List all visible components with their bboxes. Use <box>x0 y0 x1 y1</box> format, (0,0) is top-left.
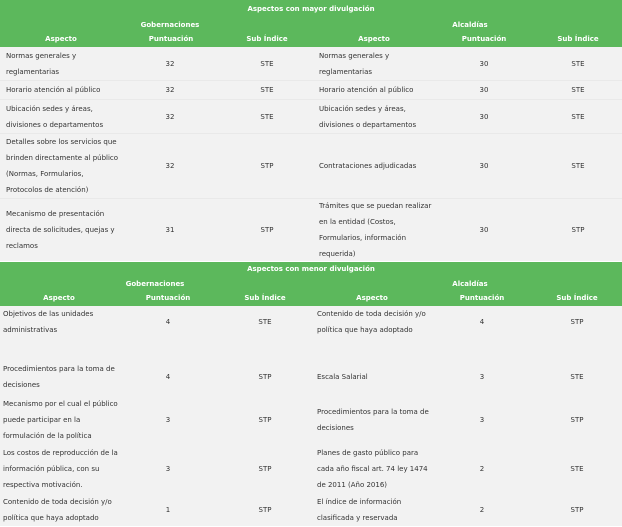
subindice-cell: STP <box>258 415 272 424</box>
puntuacion-cell: 30 <box>479 59 489 68</box>
col-puntuacion: Puntuación <box>459 294 505 302</box>
aspecto-cell: Escala Salarial <box>317 373 368 381</box>
puntuacion-cell: 30 <box>479 226 489 234</box>
puntuacion-cell: 32 <box>165 86 175 94</box>
table-row <box>0 81 622 100</box>
table-row <box>0 306 622 359</box>
puntuacion-cell: 3 <box>479 415 485 424</box>
bottom-group-header <box>0 277 622 291</box>
subindice-cell: STE <box>571 86 585 94</box>
subindice-cell: STP <box>258 373 272 381</box>
col-aspecto: Aspecto <box>358 35 390 43</box>
puntuacion-cell: 4 <box>165 318 171 326</box>
puntuacion-cell: 32 <box>165 59 175 68</box>
puntuacion-cell: 30 <box>479 86 489 94</box>
aspecto-cell: Planes de gasto público para cada año fiscal art. 74 ley 1474 de 2011 (Año 2016) <box>317 449 428 489</box>
aspecto-cell: Detalles sobre los servicios que brinden directamente al público (Normas, Formularios, Protocolos de atención) <box>6 138 119 194</box>
subindice-cell: STP <box>260 226 274 234</box>
col-puntuacion: Puntuación <box>148 35 194 43</box>
col-subindice: Sub Índice <box>557 35 599 43</box>
bottom-title: Aspectos con menor divulgación <box>247 265 375 273</box>
aspecto-cell: Procedimientos para la toma de decisiones <box>317 407 429 432</box>
aspecto-cell: El índice de información clasificada y reservada <box>317 498 402 522</box>
table-row <box>0 359 622 395</box>
top-column-header <box>0 32 622 47</box>
puntuacion-cell: 32 <box>165 162 175 170</box>
aspecto-cell: Horario atención al público <box>319 86 414 94</box>
aspecto-cell: Contenido de toda decisión y/o política que haya adoptado <box>317 310 426 334</box>
aspecto-cell: Ubicación sedes y áreas, divisiones o departamentos <box>6 104 104 129</box>
subindice-cell: STE <box>258 318 272 326</box>
top-title: Aspectos con mayor divulgación <box>247 5 375 13</box>
top-header <box>0 0 622 47</box>
aspecto-cell: Procedimientos para la toma de decisiones <box>3 365 115 389</box>
subindice-cell: STE <box>260 59 274 68</box>
top-group-gobernaciones: Gobernaciones <box>140 21 200 29</box>
subindice-cell: STP <box>258 465 272 473</box>
puntuacion-cell: 30 <box>479 162 489 170</box>
col-puntuacion: Puntuación <box>461 35 507 43</box>
col-subindice: Sub Índice <box>244 294 286 302</box>
puntuacion-cell: 2 <box>479 506 485 514</box>
table-row <box>0 494 622 526</box>
table-row <box>0 100 622 134</box>
top-group-header <box>0 18 622 32</box>
table-row <box>0 395 622 444</box>
top-body <box>0 47 622 262</box>
col-subindice: Sub Índice <box>556 294 598 302</box>
puntuacion-cell: 3 <box>479 373 485 381</box>
table-row <box>0 47 622 81</box>
subindice-cell: STE <box>571 59 585 68</box>
table-row <box>0 444 622 494</box>
aspecto-cell: Mecanismo por el cual el público puede participar en la formulación de la política <box>3 399 118 440</box>
aspecto-cell: Contrataciones adjudicadas <box>319 162 417 170</box>
col-aspecto: Aspecto <box>43 294 75 302</box>
table-row <box>0 199 622 261</box>
puntuacion-cell: 30 <box>479 112 489 121</box>
col-aspecto: Aspecto <box>45 35 77 43</box>
aspecto-cell: Ubicación sedes y áreas, divisiones o departamentos <box>319 104 417 129</box>
aspecto-cell: Los costos de reproducción de la información pública, con su respectiva motivación. <box>3 449 118 489</box>
bottom-column-header <box>0 291 622 306</box>
puntuacion-cell: 3 <box>165 465 171 473</box>
aspecto-cell: Trámites que se puedan realizar en la entidad (Costos, Formularios, información requerida) <box>319 202 432 258</box>
subindice-cell: STE <box>571 162 585 170</box>
subindice-cell: STE <box>570 373 584 381</box>
subindice-cell: STE <box>570 465 584 473</box>
col-subindice: Sub Índice <box>246 35 288 43</box>
table-row <box>0 134 622 199</box>
subindice-cell: STP <box>570 415 584 424</box>
aspecto-cell: Normas generales y reglamentarias <box>6 51 77 76</box>
aspecto-cell: Horario atención al público <box>6 86 101 94</box>
col-aspecto: Aspecto <box>356 294 388 302</box>
puntuacion-cell: 3 <box>165 415 171 424</box>
subindice-cell: STP <box>260 162 274 170</box>
bottom-header <box>0 262 622 306</box>
bottom-group-gobernaciones: Gobernaciones <box>125 280 185 288</box>
subindice-cell: STP <box>258 506 272 514</box>
puntuacion-cell: 31 <box>165 226 175 234</box>
puntuacion-cell: 4 <box>479 318 485 326</box>
top-group-alcaldias: Alcaldías <box>452 21 488 29</box>
puntuacion-cell: 32 <box>165 112 175 121</box>
puntuacion-cell: 2 <box>479 465 485 473</box>
subindice-cell: STE <box>260 112 274 121</box>
aspecto-cell: Normas generales y reglamentarias <box>319 51 390 76</box>
subindice-cell: STE <box>571 112 585 121</box>
subindice-cell: STP <box>571 226 585 234</box>
bottom-group-alcaldias: Alcaldías <box>452 280 488 288</box>
col-puntuacion: Puntuación <box>145 294 191 302</box>
aspecto-cell: Mecanismo de presentación directa de solicitudes, quejas y reclamos <box>6 210 115 250</box>
subindice-cell: STE <box>260 86 274 94</box>
aspecto-cell: Contenido de toda decisión y/o política que haya adoptado <box>3 498 112 522</box>
bottom-body <box>0 306 622 527</box>
puntuacion-cell: 1 <box>165 506 171 514</box>
aspecto-cell: Objetivos de las unidades administrativas <box>3 310 94 334</box>
puntuacion-cell: 4 <box>165 373 171 381</box>
subindice-cell: STP <box>570 318 584 326</box>
subindice-cell: STP <box>570 506 584 514</box>
